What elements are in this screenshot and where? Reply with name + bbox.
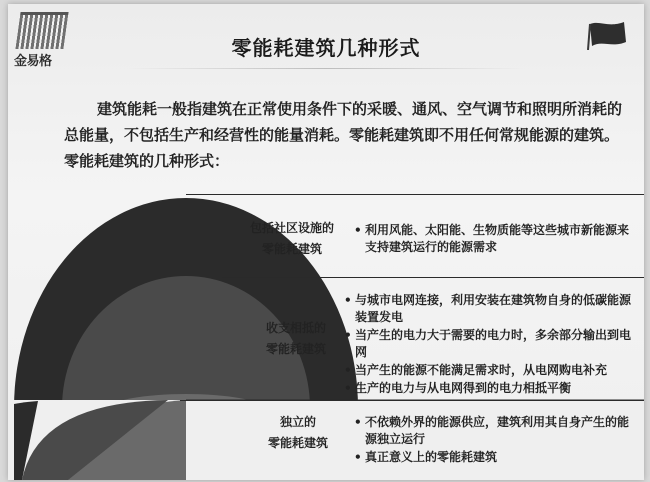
slide [8, 4, 644, 480]
list-item: • 与城市电网连接，利用安装在建筑物自身的低碳能源装置发电 [344, 292, 639, 326]
row-divider-middle [222, 277, 644, 278]
bullet-list-independent [354, 414, 639, 467]
row-label-balanced [250, 318, 342, 360]
intro-paragraph: 建筑能耗一般指建筑在正常使用条件下的采暖、通风、空气调节和照明所消耗的总能量，不包括生产和经营性的能量消耗。零能耗建筑即不用任何常规能源的建筑。零能耗建筑的几种形式： [64, 100, 623, 170]
list-item: • 利用风能、太阳能、生物质能等这些城市新能源来支持建筑运行的能源需求 [354, 222, 639, 256]
list-item: • 不依赖外界的能源供应，建筑利用其自身产生的能源独立运行 [354, 414, 639, 448]
label-line: 零能耗建筑 [261, 242, 322, 256]
label-line: 零能耗建筑 [265, 342, 326, 356]
list-item: • 当产生的电力大于需要的电力时，多余部分输出到电网 [344, 327, 639, 361]
list-item: • 生产的电力与从电网得到的电力相抵平衡 [344, 380, 639, 397]
row-label-community [246, 218, 338, 260]
row-divider-bottom [180, 400, 644, 401]
list-item: • 当产生的能源不能满足需求时，从电网购电补充 [344, 362, 639, 379]
label-line: 收支相抵的 [265, 321, 326, 335]
logo-text: 金易格 [14, 54, 52, 69]
row-divider-top [186, 194, 644, 195]
bullet-list-community [354, 222, 639, 257]
page-title: 零能耗建筑几种形式 [231, 36, 421, 60]
bullet-list-balanced [344, 292, 639, 398]
label-line: 独立的 [279, 415, 316, 429]
row-label-independent [258, 412, 338, 454]
label-line: 包括社区设施的 [249, 221, 334, 235]
label-line: 零能耗建筑 [267, 436, 328, 450]
list-item: • 真正意义上的零能耗建筑 [354, 449, 639, 466]
